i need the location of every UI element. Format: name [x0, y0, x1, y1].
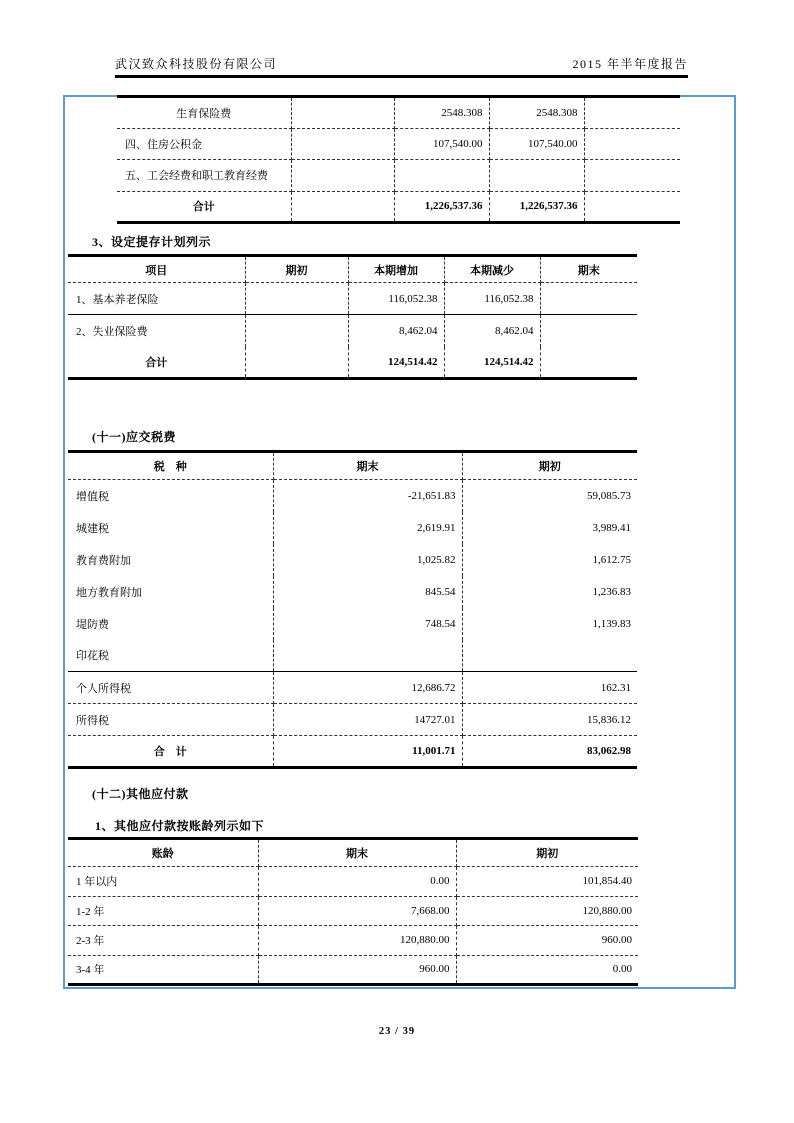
table-cell: [540, 347, 637, 379]
table-header-cell: 期初: [456, 839, 638, 867]
table-cell: 8,462.04: [348, 315, 444, 347]
table-cell: 101,854.40: [456, 867, 638, 897]
table-row: [68, 640, 637, 672]
table-cell: 2548.308: [394, 97, 489, 129]
table-header-cell: 账龄: [68, 839, 258, 867]
table-cell: [291, 191, 394, 223]
social-insurance-table: [117, 95, 680, 224]
table-cell: [245, 347, 348, 379]
table-cell: [245, 315, 348, 347]
table-cell: [245, 283, 348, 315]
table-cell: 116,052.38: [444, 283, 540, 315]
other-payables-aging-table: [68, 837, 638, 986]
table: [68, 837, 638, 986]
table-row: [68, 704, 637, 736]
table-cell: -21,651.83: [273, 480, 462, 512]
table-cell: [584, 191, 680, 223]
table-cell: [489, 160, 584, 192]
table-header-row: [68, 256, 637, 283]
table-cell: 教育费附加: [68, 544, 273, 576]
defined-contribution-plan-table: [68, 254, 637, 380]
table-cell: 合计: [68, 347, 245, 379]
table-cell: [584, 97, 680, 129]
table-cell: 120,880.00: [456, 896, 638, 926]
table-cell: 生育保险费: [117, 97, 291, 129]
table-cell: 11,001.71: [273, 736, 462, 768]
table-row: [68, 315, 637, 347]
table-header-cell: 税 种: [68, 452, 273, 480]
table: [68, 254, 637, 380]
table-cell: 1,226,537.36: [394, 191, 489, 223]
table-cell: 1,612.75: [592, 553, 631, 566]
table-cell: 印花税: [68, 640, 273, 672]
table-row: [117, 128, 680, 160]
table-cell: [540, 283, 637, 315]
table-cell: 116,052.38: [348, 283, 444, 315]
page-number: 23 / 39: [378, 1026, 416, 1037]
table-cell: 个人所得税: [68, 672, 273, 704]
table-header-cell: 期末: [273, 452, 462, 480]
heading-taxes-payable: (十一)应交税费: [92, 430, 176, 444]
heading-other-payables-aging: 1、其他应付款按账龄列示如下: [95, 819, 265, 833]
table-cell: 0.00: [258, 867, 456, 897]
table-header-cell: 项目: [68, 256, 245, 283]
table-cell: 1-2 年: [68, 896, 258, 926]
taxes-payable-table: [68, 450, 637, 769]
table-cell: 合计: [117, 191, 291, 223]
table-row: [117, 191, 680, 223]
table-cell: [273, 640, 462, 672]
table-cell: 2、失业保险费: [68, 315, 245, 347]
table-cell: [394, 160, 489, 192]
table-row: [68, 544, 637, 576]
table-cell: 960.00: [456, 926, 638, 956]
table-cell: 845.54: [273, 576, 462, 608]
table-cell: 3-4 年: [68, 955, 258, 985]
table-cell: [291, 160, 394, 192]
table-row: [68, 512, 637, 544]
table-cell: 0.00: [612, 963, 632, 976]
table-row: [117, 160, 680, 192]
table-header-row: [68, 839, 638, 867]
table-cell: 1,236.83: [592, 585, 631, 598]
table-cell: 堤防费: [68, 608, 273, 640]
table-cell: 2-3 年: [68, 926, 258, 956]
table-row: [68, 672, 637, 704]
table-row: [68, 896, 638, 926]
table: [68, 450, 637, 769]
table-header-row: [68, 452, 637, 480]
table-cell: 合 计: [68, 736, 273, 768]
table-cell: 59,085.73: [587, 489, 631, 502]
table-row: [117, 97, 680, 129]
table-cell: 15,836.12: [462, 704, 637, 736]
header-report-title: 2015 年半年度报告: [572, 57, 688, 71]
heading-defined-contribution-plan: 3、设定提存计划列示: [92, 235, 212, 249]
table-row: [68, 608, 637, 640]
table-cell: 1,025.82: [273, 544, 462, 576]
table-cell: 四、住房公积金: [117, 128, 291, 160]
table-row: [68, 347, 637, 379]
table-header-cell: 期末: [258, 839, 456, 867]
table-cell: [584, 160, 680, 192]
table-cell: 162.31: [462, 672, 637, 704]
table-row: [68, 955, 638, 985]
header-company-name: 武汉致众科技股份有限公司: [115, 57, 278, 71]
table-row: [68, 926, 638, 956]
table-cell: 2,619.91: [273, 512, 462, 544]
table-cell: 增值税: [68, 480, 273, 512]
table-cell: [584, 128, 680, 160]
table-cell: 地方教育附加: [68, 576, 273, 608]
table-cell: 124,514.42: [444, 347, 540, 379]
table-cell: 107,540.00: [394, 128, 489, 160]
table: [117, 95, 680, 224]
table-cell: 1、基本养老保险: [68, 283, 245, 315]
table-cell: 14727.01: [273, 704, 462, 736]
table-cell: [462, 640, 637, 672]
table-row: [68, 736, 637, 768]
table-cell: 城建税: [68, 512, 273, 544]
table-cell: 1,226,537.36: [489, 191, 584, 223]
table-header-cell: 期初: [245, 256, 348, 283]
table-header-cell: 本期减少: [444, 256, 540, 283]
table-cell: 960.00: [258, 955, 456, 985]
table-row: [68, 576, 637, 608]
table-cell: 748.54: [273, 608, 462, 640]
table-row: [68, 283, 637, 315]
table-cell: 所得税: [68, 704, 273, 736]
table-cell: 1,139.83: [592, 617, 631, 630]
table-cell: [540, 315, 637, 347]
table-cell: 1 年以内: [68, 867, 258, 897]
table-header-cell: 期末: [540, 256, 637, 283]
table-cell: 83,062.98: [587, 745, 631, 757]
table-cell: 2548.308: [489, 97, 584, 129]
table-row: [68, 867, 638, 897]
table-row: [68, 480, 637, 512]
table-cell: 124,514.42: [348, 347, 444, 379]
table-cell: 107,540.00: [489, 128, 584, 160]
table-cell: [291, 128, 394, 160]
table-header-cell: 本期增加: [348, 256, 444, 283]
header-rule: [115, 75, 688, 78]
table-cell: 3,989.41: [592, 521, 631, 534]
heading-other-payables: (十二)其他应付款: [92, 787, 189, 801]
table-cell: 12,686.72: [273, 672, 462, 704]
table-cell: 8,462.04: [444, 315, 540, 347]
table-cell: 120,880.00: [258, 926, 456, 956]
table-header-cell: 期初: [462, 452, 637, 480]
table-cell: 7,668.00: [258, 896, 456, 926]
table-cell: 五、工会经费和职工教育经费: [117, 160, 291, 192]
table-cell: [291, 97, 394, 129]
